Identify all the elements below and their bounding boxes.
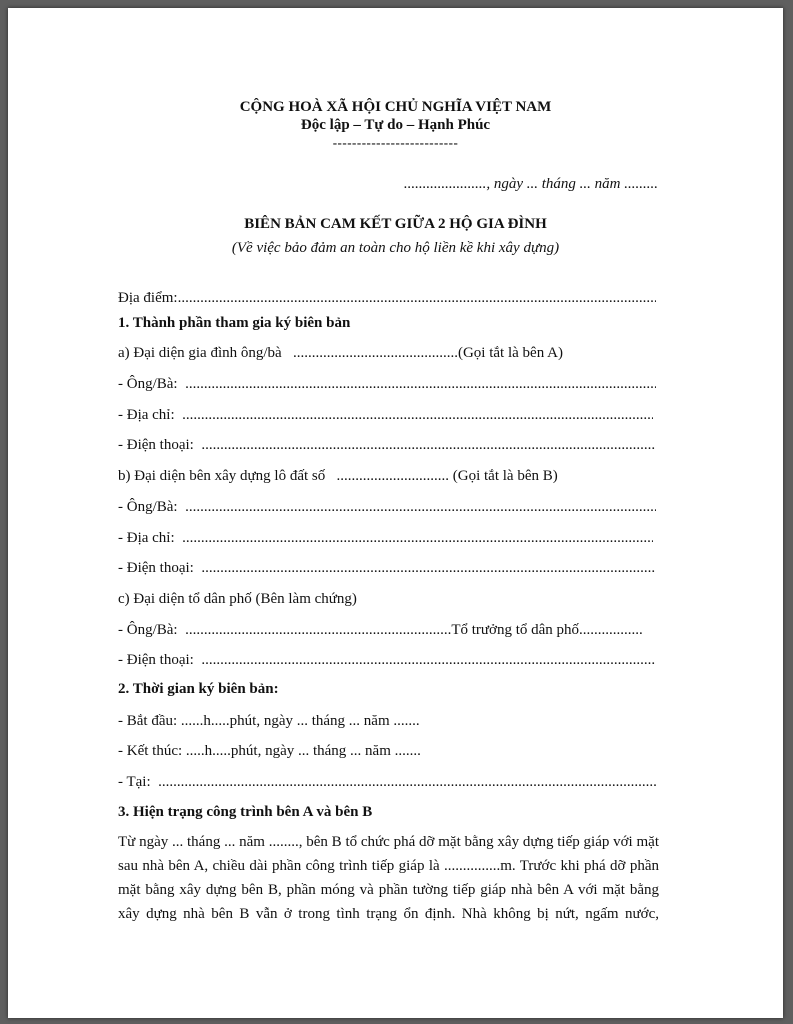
party-c-name-blank: ....................................................................... bbox=[177, 622, 452, 638]
section3-line: mặt bằng xây dựng bên B, phần móng và phần tường tiếp giáp nhà bên A với mặt bằng bbox=[118, 882, 659, 898]
section3-line: sau nhà bên A, chiều dài phần công trình tiếp giáp là ...............m. Trước khi phá dỡ phần bbox=[118, 858, 659, 874]
party-a-suffix: (Gọi tắt là bên A) bbox=[457, 345, 563, 361]
end-time: - Kết thúc: .....h.....phút, ngày ... tháng ... năm ....... bbox=[118, 743, 421, 759]
party-b-phone-blank bbox=[201, 559, 656, 577]
party-c-label: c) Đại diện tổ dân phố (Bên làm chứng) bbox=[118, 591, 357, 607]
section2-heading: 2. Thời gian ký biên bản: bbox=[118, 681, 279, 697]
party-c-phone-blank bbox=[201, 651, 656, 669]
party-a-address-row bbox=[118, 406, 653, 424]
party-a-name-label: - Ông/Bà: bbox=[118, 376, 178, 392]
party-b-name-blank bbox=[185, 498, 656, 516]
party-a-address-blank bbox=[182, 406, 653, 424]
document-title: BIÊN BẢN CAM KẾT GIỮA 2 HỘ GIA ĐÌNH bbox=[244, 216, 547, 232]
party-b-suffix: (Gọi tắt là bên B) bbox=[452, 468, 558, 484]
nation-header: CỘNG HOÀ XÃ HỘI CHỦ NGHĨA VIỆT NAM bbox=[239, 99, 552, 115]
document-subtitle: (Về việc bảo đảm an toàn cho hộ liền kề khi xây dựng) bbox=[231, 240, 560, 256]
party-c-phone-label: - Điện thoại: bbox=[118, 652, 194, 668]
party-a-blank: ............................................ bbox=[285, 345, 458, 361]
party-c-name-label: - Ông/Bà: bbox=[118, 622, 178, 638]
party-a-label: a) Đại diện gia đình ông/bà bbox=[118, 345, 282, 361]
party-c-leader-blank: ................. bbox=[579, 622, 643, 638]
motto: Độc lập – Tự do – Hạnh Phúc bbox=[300, 117, 491, 133]
party-b-name-label: - Ông/Bà: bbox=[118, 499, 178, 515]
document-page bbox=[8, 8, 783, 1018]
party-c-phone-row bbox=[118, 651, 656, 669]
party-b-address-blank bbox=[182, 529, 653, 547]
party-a-name-blank bbox=[185, 375, 656, 393]
header-separator: -------------------------- bbox=[332, 135, 459, 150]
place-row bbox=[118, 773, 656, 791]
party-b-address-row bbox=[118, 529, 653, 547]
party-a-name-row bbox=[118, 375, 656, 393]
party-a-row bbox=[118, 344, 563, 362]
party-c-leader-label: Tổ trưởng tổ dân phố bbox=[451, 622, 580, 638]
location-row bbox=[118, 289, 656, 307]
place-blank bbox=[158, 773, 656, 791]
section1-heading: 1. Thành phần tham gia ký biên bản bbox=[118, 315, 351, 331]
place-label: - Tại: bbox=[118, 774, 151, 790]
date-line: ......................, ngày ... tháng ... năm ......... bbox=[403, 176, 658, 192]
party-b-address-label: - Địa chỉ: bbox=[118, 530, 175, 546]
start-time: - Bắt đầu: ......h.....phút, ngày ... tháng ... năm ....... bbox=[118, 713, 420, 729]
party-b-label: b) Đại diện bên xây dựng lô đất số bbox=[118, 468, 326, 484]
party-b-name-row bbox=[118, 498, 656, 516]
party-c-name-row bbox=[118, 621, 656, 639]
party-b-phone-row bbox=[118, 559, 656, 577]
party-a-phone-label: - Điện thoại: bbox=[118, 437, 194, 453]
party-a-phone-blank bbox=[201, 436, 656, 454]
party-a-address-label: - Địa chỉ: bbox=[118, 407, 175, 423]
section3-line: Từ ngày ... tháng ... năm ........, bên B tổ chức phá dỡ mặt bằng xây dựng tiếp giáp với mặt bbox=[118, 834, 659, 850]
section3-paragraph bbox=[118, 830, 659, 926]
party-b-blank: .............................. bbox=[329, 468, 450, 484]
section3-heading: 3. Hiện trạng công trình bên A và bên B bbox=[118, 804, 373, 820]
party-b-row bbox=[118, 467, 558, 485]
location-label: Địa điểm: bbox=[118, 290, 178, 306]
party-b-phone-label: - Điện thoại: bbox=[118, 560, 194, 576]
section3-line: xây dựng nhà bên B vẫn ở trong tình trạng ổn định. Nhà không bị nứt, ngấm nước, bbox=[118, 906, 659, 922]
party-a-phone-row bbox=[118, 436, 656, 454]
location-blank bbox=[178, 289, 656, 307]
